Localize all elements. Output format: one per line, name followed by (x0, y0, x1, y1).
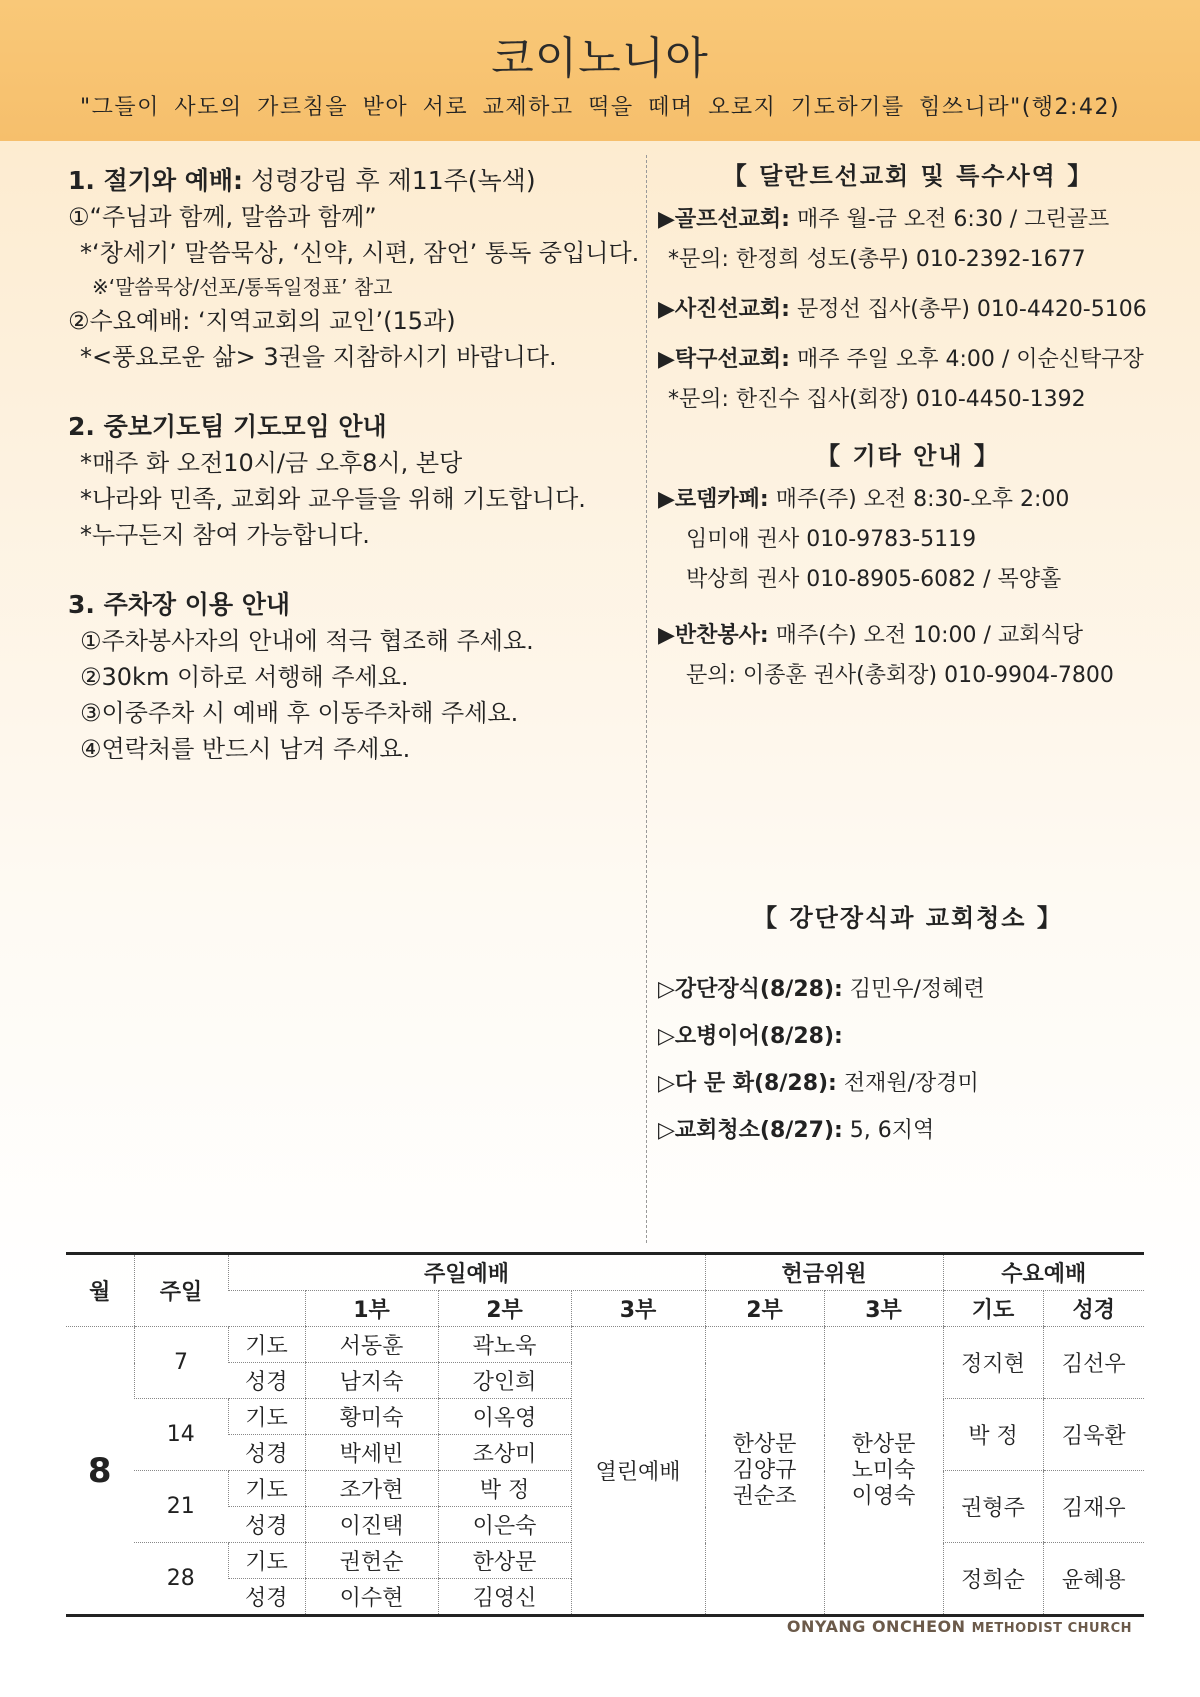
other-heading: 【 기타 안내 】 (816, 442, 1000, 470)
text-line: ④연락처를 반드시 남겨 주세요. (80, 735, 411, 763)
role-label: 기도 (228, 1471, 305, 1507)
text-line: *‘창세기’ 말씀묵상, ‘신약, 시편, 잠언’ 통독 중입니다. (80, 239, 640, 267)
section-title-1: 1. 절기와 예배: 성령강림 후 제11주(녹색) (68, 166, 536, 195)
name-cell: 황미숙 (305, 1399, 438, 1435)
offering-2-cell: 한상문 김양규 권순조 (705, 1327, 824, 1616)
schedule-table (66, 1252, 1144, 1617)
sidedish-contact: 문의: 이종훈 권사(총회장) 010-9904-7800 (686, 663, 1114, 688)
wed-bible-cell: 김재우 (1043, 1471, 1144, 1543)
wed-prayer-cell: 정지현 (943, 1327, 1043, 1399)
name-cell: 한상문 (438, 1543, 571, 1579)
name-cell: 이수현 (305, 1579, 438, 1616)
sunday-date: 7 (134, 1327, 228, 1399)
header-service-1: 1부 (305, 1291, 438, 1327)
name-cell: 박세빈 (305, 1435, 438, 1471)
role-label: 성경 (228, 1507, 305, 1543)
right-column-decoration (658, 900, 1158, 1154)
header-offering: 헌금위원 (705, 1254, 943, 1291)
header-sunday: 주일 (134, 1254, 228, 1327)
name-cell: 김영신 (438, 1579, 571, 1616)
role-label: 성경 (228, 1363, 305, 1399)
name-cell: 이옥영 (438, 1399, 571, 1435)
name-cell: 권헌순 (305, 1543, 438, 1579)
role-label: 기도 (228, 1543, 305, 1579)
section-title-3: 3. 주차장 이용 안내 (68, 590, 291, 619)
header-wed-bible: 성경 (1043, 1291, 1144, 1327)
wed-prayer-cell: 박 정 (943, 1399, 1043, 1471)
header-blank (228, 1291, 305, 1327)
church-name: ONYANG ONCHEON (786, 1617, 966, 1636)
text-line: ※‘말씀묵상/선포/통독일정표’ 참고 (92, 275, 393, 299)
sunday-date: 28 (134, 1543, 228, 1616)
cafe-person-2: 박상희 권사 010-8905-6082 / 목양홀 (686, 567, 1062, 592)
header-banner (0, 0, 1200, 141)
name-cell: 이진택 (305, 1507, 438, 1543)
tabletennis-contact: *문의: 한진수 집사(회장) 010-4450-1392 (668, 387, 1086, 412)
header-offering-2: 2부 (705, 1291, 824, 1327)
role-label: 기도 (228, 1399, 305, 1435)
sunday-date: 21 (134, 1471, 228, 1543)
wed-prayer-cell: 권형주 (943, 1471, 1043, 1543)
text-line: *매주 화 오전10시/금 오후8시, 본당 (80, 449, 463, 477)
table-row (66, 1327, 1144, 1363)
role-label: 성경 (228, 1435, 305, 1471)
sunday-date: 14 (134, 1399, 228, 1471)
header-wednesday: 수요예배 (943, 1254, 1144, 1291)
wed-bible-cell: 김욱환 (1043, 1399, 1144, 1471)
right-column-ministries (658, 158, 1158, 696)
column-divider (646, 155, 647, 1243)
name-cell: 남지숙 (305, 1363, 438, 1399)
header-offering-3: 3부 (824, 1291, 943, 1327)
church-suffix: METHODIST CHURCH (971, 1621, 1132, 1636)
left-column (68, 163, 638, 767)
cafe-person-1: 임미애 권사 010-9783-5119 (686, 527, 977, 552)
text-line: ②30km 이하로 서행해 주세요. (80, 663, 409, 691)
ministries-heading: 【 달란트선교회 및 특수사역 】 (722, 162, 1094, 190)
month-cell: 8 (66, 1327, 134, 1616)
golf-contact: *문의: 한정희 성도(총무) 010-2392-1677 (668, 247, 1086, 272)
decoration-heading: 【 강단장식과 교회청소 】 (753, 904, 1063, 932)
obyeongieo-item: ▷오병이어(8/28): (658, 1024, 843, 1049)
sidedish-item: ▶반찬봉사: 매주(수) 오전 10:00 / 교회식당 (658, 623, 1083, 648)
third-service-cell: 열린예배 (571, 1327, 705, 1616)
name-cell: 서동훈 (305, 1327, 438, 1363)
header-service-3: 3부 (571, 1291, 705, 1327)
role-label: 성경 (228, 1579, 305, 1616)
header-wed-prayer: 기도 (943, 1291, 1043, 1327)
multiculture-item: ▷다 문 화(8/28): 전재원/장경미 (658, 1071, 979, 1096)
name-cell: 조가현 (305, 1471, 438, 1507)
header-sunday-worship: 주일예배 (228, 1254, 705, 1291)
golf-item: ▶골프선교회: 매주 월-금 오전 6:30 / 그린골프 (658, 207, 1110, 232)
text-line: *<풍요로운 삶> 3권을 지참하시기 바랍니다. (80, 343, 557, 371)
cleaning-item: ▷교회청소(8/27): 5, 6지역 (658, 1118, 935, 1143)
page-title: 코이노니아 (491, 33, 709, 84)
text-line: *나라와 민족, 교회와 교우들을 위해 기도합니다. (80, 485, 586, 513)
decoration-item: ▷강단장식(8/28): 김민우/정혜련 (658, 977, 985, 1002)
text-line: ②수요예배: ‘지역교회의 교인’(15과) (68, 307, 456, 335)
name-cell: 조상미 (438, 1435, 571, 1471)
text-line: ①“주님과 함께, 말씀과 함께” (68, 203, 377, 231)
cafe-item: ▶로뎀카페: 매주(주) 오전 8:30-오후 2:00 (658, 487, 1070, 512)
text-line: *누구든지 참여 가능합니다. (80, 521, 370, 549)
wed-bible-cell: 김선우 (1043, 1327, 1144, 1399)
wed-prayer-cell: 정희순 (943, 1543, 1043, 1616)
photo-item: ▶사진선교회: 문정선 집사(총무) 010-4420-5106 (658, 297, 1147, 322)
section-title-2: 2. 중보기도팀 기도모임 안내 (68, 412, 387, 441)
text-line: ③이중주차 시 예배 후 이동주차해 주세요. (80, 699, 519, 727)
verse-quote: "그들이 사도의 가르침을 받아 서로 교제하고 떡을 떼며 오로지 기도하기를 힘쓰니라"(행2:42) (79, 95, 1121, 120)
offering-3-cell: 한상문 노미숙 이영숙 (824, 1327, 943, 1616)
church-footer (787, 1617, 1132, 1636)
header-service-2: 2부 (438, 1291, 571, 1327)
text-line: ①주차봉사자의 안내에 적극 협조해 주세요. (80, 627, 534, 655)
name-cell: 박 정 (438, 1471, 571, 1507)
wed-bible-cell: 윤혜용 (1043, 1543, 1144, 1616)
name-cell: 강인희 (438, 1363, 571, 1399)
header-month: 월 (66, 1254, 134, 1327)
name-cell: 곽노욱 (438, 1327, 571, 1363)
role-label: 기도 (228, 1327, 305, 1363)
name-cell: 이은숙 (438, 1507, 571, 1543)
tabletennis-item: ▶탁구선교회: 매주 주일 오후 4:00 / 이순신탁구장 (658, 347, 1144, 372)
